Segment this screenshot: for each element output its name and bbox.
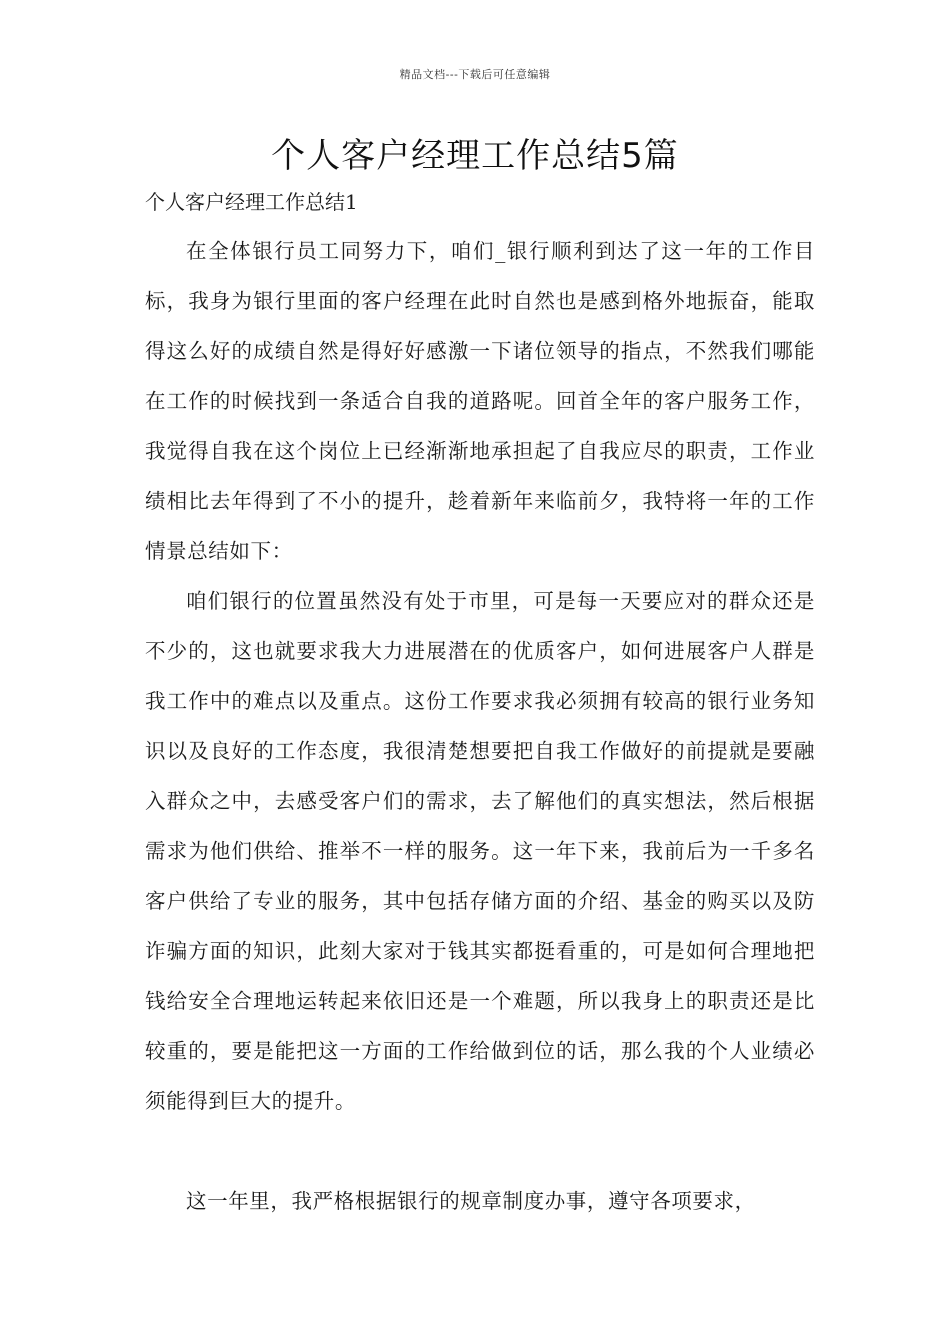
paragraph-gap (145, 1126, 815, 1176)
document-body (145, 226, 815, 1226)
paragraph-2: 咱们银行的位置虽然没有处于市里，可是每一天要应对的群众还是不少的，这也就要求我大力进展潜在的优质客户，如何进展客户人群是我工作中的难点以及重点。这份工作要求我必须拥有较高的银行业务知识以及良好的工作态度，我很清楚想要把自我工作做好的前提就是要融入群众之中，去感受客户们的需求，去了解他们的真实想法，然后根据需求为他们供给、推举不一样的服务。这一年下来，我前后为一千多名客户供给了专业的服务，其中包括存储方面的介绍、基金的购买以及防诈骗方面的知识，此刻大家对于钱其实都挺看重的，可是如何合理地把钱给安全合理地运转起来依旧还是一个难题，所以我身上的职责还是比较重的，要是能把这一方面的工作给做到位的话，那么我的个人业绩必须能得到巨大的提升。 (145, 589, 815, 1113)
document-title: 个人客户经理工作总结5篇 (271, 136, 679, 176)
paragraph-1: 在全体银行员工同努力下，咱们_银行顺利到达了这一年的工作目标，我身为银行里面的客户经理在此时自然也是感到格外地振奋，能取得这么好的成绩自然是得好好感激一下诸位领导的指点，不然我们哪能在工作的时候找到一条适合自我的道路呢。回首全年的客户服务工作，我觉得自我在这个岗位上已经渐渐地承担起了自我应尽的职责，工作业绩相比去年得到了不小的提升，趁着新年来临前夕，我特将一年的工作情景总结如下： (145, 239, 815, 563)
paragraph-3: 这一年里，我严格根据银行的规章制度办事，遵守各项要求， (186, 1189, 756, 1213)
header-note: 精品文档---下载后可任意编辑 (399, 68, 551, 81)
section-heading: 个人客户经理工作总结1 (145, 190, 358, 214)
